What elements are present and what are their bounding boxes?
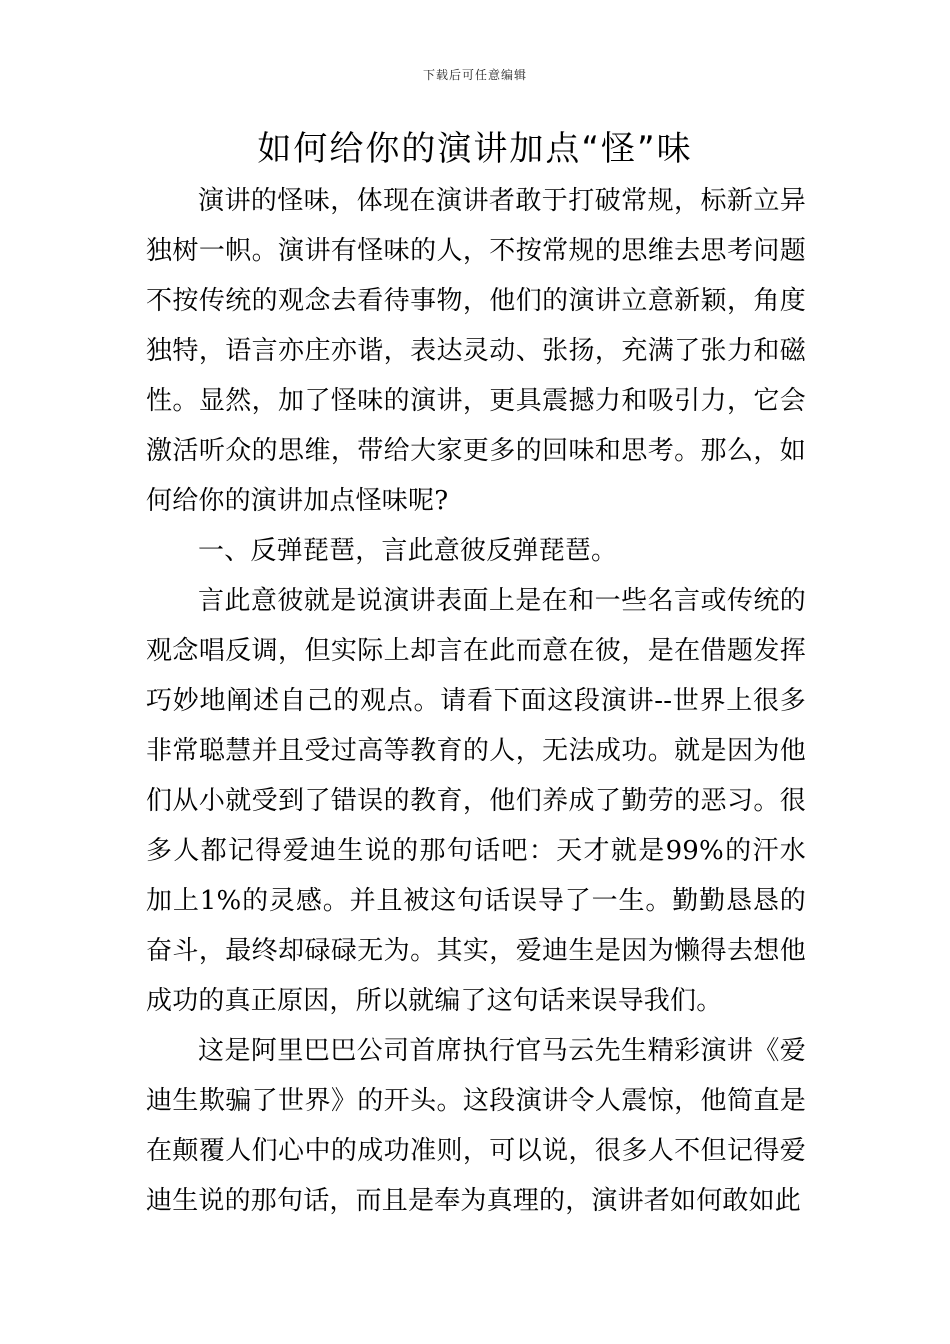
paragraph-intro: 演讲的怪味，体现在演讲者敢于打破常规，标新立异独树一帜。演讲有怪味的人，不按常规的思维去思考问题不按传统的观念去看待事物，他们的演讲立意新颖，角度独特，语言亦庄亦谐，表达灵动、张扬，充满了张力和磁性。显然，加了怪味的演讲，更具震撼力和吸引力，它会激活听众的思维，带给大家更多的回味和思考。那么，如何给你的演讲加点怪味呢?	[146, 186, 806, 516]
paragraph-example: 这是阿里巴巴公司首席执行官马云先生精彩演讲《爱迪生欺骗了世界》的开头。这段演讲令人震惊，他简直是在颠覆人们心中的成功准则，可以说，很多人不但记得爱迪生说的那句话，而且是奉为真理的，演讲者如何敢如此	[146, 1036, 806, 1216]
paragraph-section-1: 言此意彼就是说演讲表面上是在和一些名言或传统的观念唱反调，但实际上却言在此而意在彼，是在借题发挥巧妙地阐述自己的观点。请看下面这段演讲--世界上很多非常聪慧并且受过高等教育的人，无法成功。就是因为他们从小就受到了错误的教育，他们养成了勤劳的恶习。很多人都记得爱迪生说的那句话吧：天才就是99%的汗水加上1%的灵感。并且被这句话误导了一生。勤勤恳恳的奋斗，最终却碌碌无为。其实，爱迪生是因为懒得去想他成功的真正原因，所以就编了这句话来误导我们。	[146, 586, 806, 1016]
header-note: 下载后可任意编辑	[422, 68, 527, 82]
document-title: 如何给你的演讲加点“怪”味	[257, 129, 693, 169]
section-heading-1: 一、反弹琵琶，言此意彼反弹琵琶。	[198, 536, 618, 566]
document-body	[146, 176, 806, 1226]
